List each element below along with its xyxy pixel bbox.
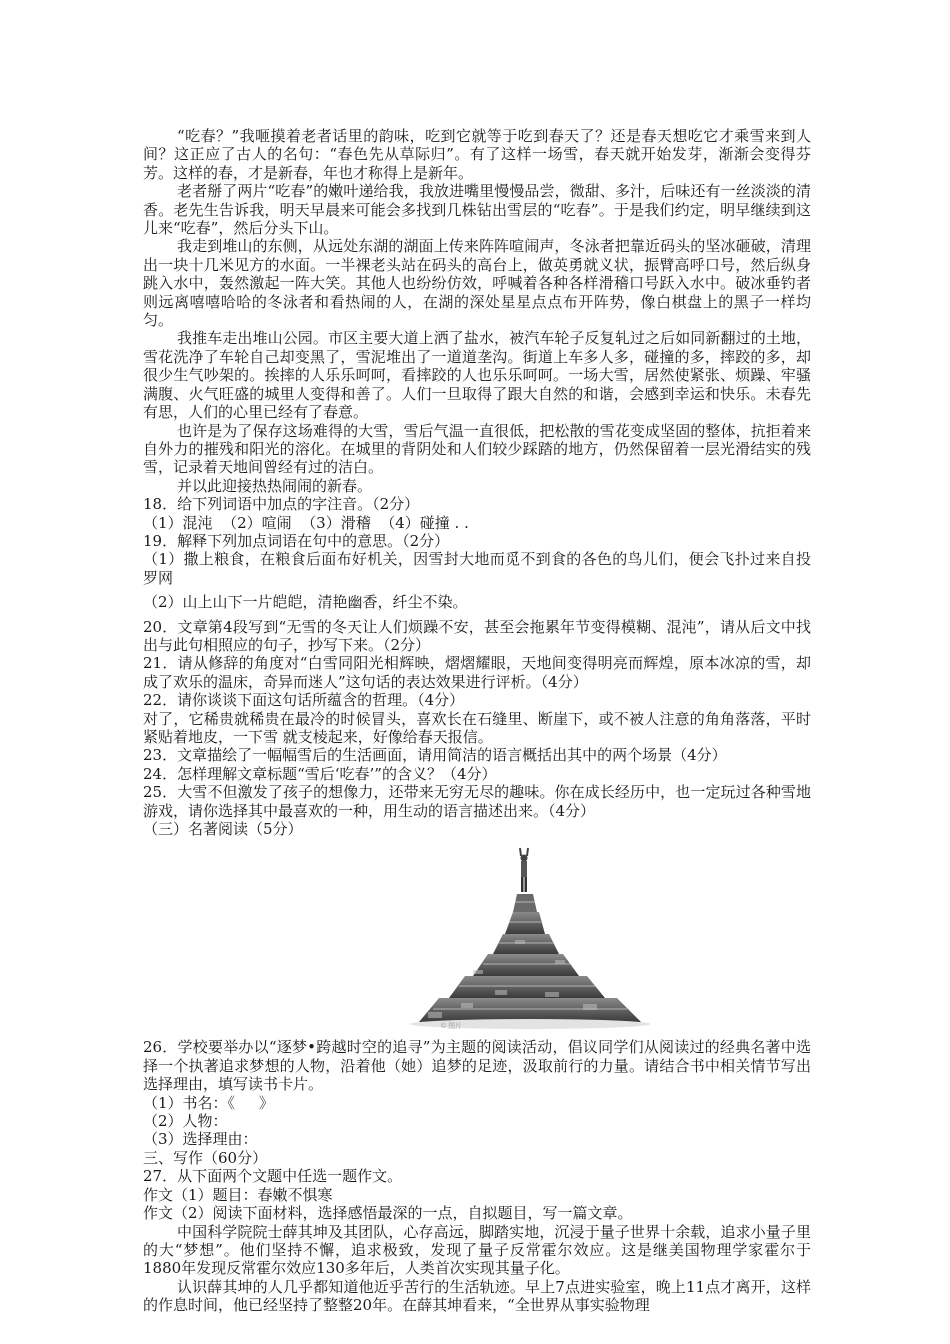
material-paragraph: 中国科学院院士薛其坤及其团队，心存高远，脚踏实地，沉浸于量子世界十余载，追求小量子里的大“梦想”。他们坚持不懈，追求极致，发现了量子反常霍尔效应。这是继美国物理学家霍尔于1880年发现反常霍尔效应130多年后，人类首次实现其量子化。 xyxy=(143,1222,811,1278)
question-20: 20．文章第4段写到“无雪的冬天让人们烦躁不安，甚至会拖累年节变得模糊、混沌”，请从后文中找出与此句相照应的句子，抄写下来。（2分） xyxy=(143,617,811,654)
question-23: 23．文章描绘了一幅幅雪后的生活画面，请用简洁的语言概括出其中的两个场景（4分） xyxy=(143,746,727,765)
paragraph: 也许是为了保存这场难得的大雪，雪后气温一直很低，把松散的雪花变成坚固的整体，抗拒着来自外力的摧残和阳光的溶化。在城里的背阴处和人们较少踩踏的地方，仍然保留着一层光滑结实的残雪，记录着天地间曾经有过的洁白。 xyxy=(143,421,811,477)
section-heading-classics: （三）名著阅读（5分） xyxy=(143,820,303,839)
question-25: 25．大雪不但激发了孩子的想像力，还带来无穷无尽的趣味。你在成长经历中，也一定玩过各种雪地游戏，请你选择其中最喜欢的一种，用生动的语言描述出来。（4分） xyxy=(143,783,811,820)
material-paragraph: 认识薛其坤的人几乎都知道他近乎苦行的生活轨迹。早上7点进实验室，晚上11点才离开，这样的作息时间，他已经坚持了整整20年。在薛其坤看来，“全世界从事实验物理 xyxy=(143,1277,811,1315)
person-figure xyxy=(520,848,528,892)
paragraph: 我推车走出堆山公园。市区主要大道上洒了盐水，被汽车轮子反复轧过之后如同新翻过的土地，雪花洗净了车轮自己却变黑了，雪泥堆出了一道道垄沟。街道上车多人多，碰撞的多，摔跤的多，却很少生气吵架的。挨摔的人乐乐呵呵，看摔跤的人也乐乐呵呵。一场大雪，居然使紧张、烦躁、牢骚满腹、火气旺盛的城里人变得和善了。人们一旦取得了跟大自然的和谐，会感到幸运和快乐。未春先有思，人们的心里已经有了春意。 xyxy=(143,329,811,422)
question-26-item-1: （1）书名：《 》 xyxy=(143,1093,274,1112)
book-stack-illustration xyxy=(143,842,811,1032)
figure-book-stack xyxy=(143,842,811,1032)
question-18: 18．给下列词语中加点的字注音。（2分） xyxy=(143,495,420,514)
paragraph: 老者掰了两片“吃春”的嫩叶递给我，我放进嘴里慢慢品尝，微甜、多汁，后味还有一丝淡淡的清香。老先生告诉我，明天早晨来可能会多找到几株钻出雪层的“吃春”。于是我们约定，明早继续到这儿来“吃春”，然后分头下山。 xyxy=(143,182,811,238)
question-18-words: （1）混沌 （2）喧闹 （3）滑稽 （4）碰撞 . . xyxy=(143,513,469,532)
paragraph: “吃春？”我咂摸着老者话里的韵味，吃到它就等于吃到春天了？还是春天想吃它才乘雪来到人间？这正应了古人的名句：“春色先从草际归”。有了这样一场雪，春天就开始发芽，渐渐会变得芬芳。这样的春，才是新春，年也才称得上是新年。 xyxy=(143,127,811,182)
section-heading-writing: 三、写作（60分） xyxy=(143,1148,268,1167)
document-page xyxy=(143,127,811,1315)
question-21: 21．请从修辞的角度对“白雪同阳光相辉映，熠熠耀眼，天地间变得明亮而辉煌，原本冰凉的雪，却成了欢乐的温床，奇异而迷人”这句话的表达效果进行评析。（4分） xyxy=(143,654,811,691)
essay-option-2: 作文（2）阅读下面材料，选择感悟最深的一点，自拟题目，写一篇文章。 xyxy=(143,1204,633,1223)
question-19-item-2: （2）山上山下一片皑皑，清艳幽香，纤尘不染。 xyxy=(143,593,468,612)
paragraph: 并以此迎接热热闹闹的新春。 xyxy=(177,476,373,495)
watermark: © 图片 xyxy=(441,1023,463,1031)
question-19: 19．解释下列加点词语在句中的意思。（2分） xyxy=(143,531,450,550)
paragraph: 我走到堆山的东侧，从远处东湖的湖面上传来阵阵喧闹声，冬泳者把靠近码头的坚冰砸破，清理出一块十几米见方的水面。一半裸老头站在码头的高台上，做英勇就义状，振臂高呼口号，然后纵身跳入水中，轰然激起一阵大笑。其他人也纷纷仿效，呼喊着各种各样滑稽口号跃入水中。破冰垂钓者则远离嘻嘻哈哈的冬泳者和看热闹的人，在湖的深处星星点点布开阵势，像白棋盘上的黑子一样均匀。 xyxy=(143,237,811,330)
question-22: 22．请你谈谈下面这句话所蕴含的哲理。（4分） xyxy=(143,691,465,710)
question-26: 26．学校要举办以“逐梦•跨越时空的追寻”为主题的阅读活动，倡议同学们从阅读过的经典名著中选择一个执著追求梦想的人物，沿着他（她）追梦的足迹，汲取前行的力量。请结合书中相关情节写出选择理由，填写读书卡片。 xyxy=(143,1038,811,1094)
book-pile xyxy=(410,894,650,1029)
question-22-quote: 对了，它稀贵就稀贵在最冷的时候冒头，喜欢长在石缝里、断崖下，或不被人注意的角角落落，平时紧贴着地皮，一下雪 就支棱起来，好像给春天报信。 xyxy=(143,709,811,746)
question-26-item-2: （2）人物： xyxy=(143,1112,228,1131)
question-27: 27．从下面两个文题中任选一题作文。 xyxy=(143,1167,403,1186)
question-19-item-1: （1）撒上粮食，在粮食后面布好机关，因雪封大地而觅不到食的各色的鸟儿们，便会飞扑过来自投罗网 xyxy=(143,550,811,587)
question-26-item-3: （3）选择理由： xyxy=(143,1130,258,1149)
question-24: 24．怎样理解文章标题“雪后‘吃春’”的含义？（4分） xyxy=(143,764,497,783)
essay-option-1: 作文（1）题目：春嫩不惧寒 xyxy=(143,1185,333,1204)
